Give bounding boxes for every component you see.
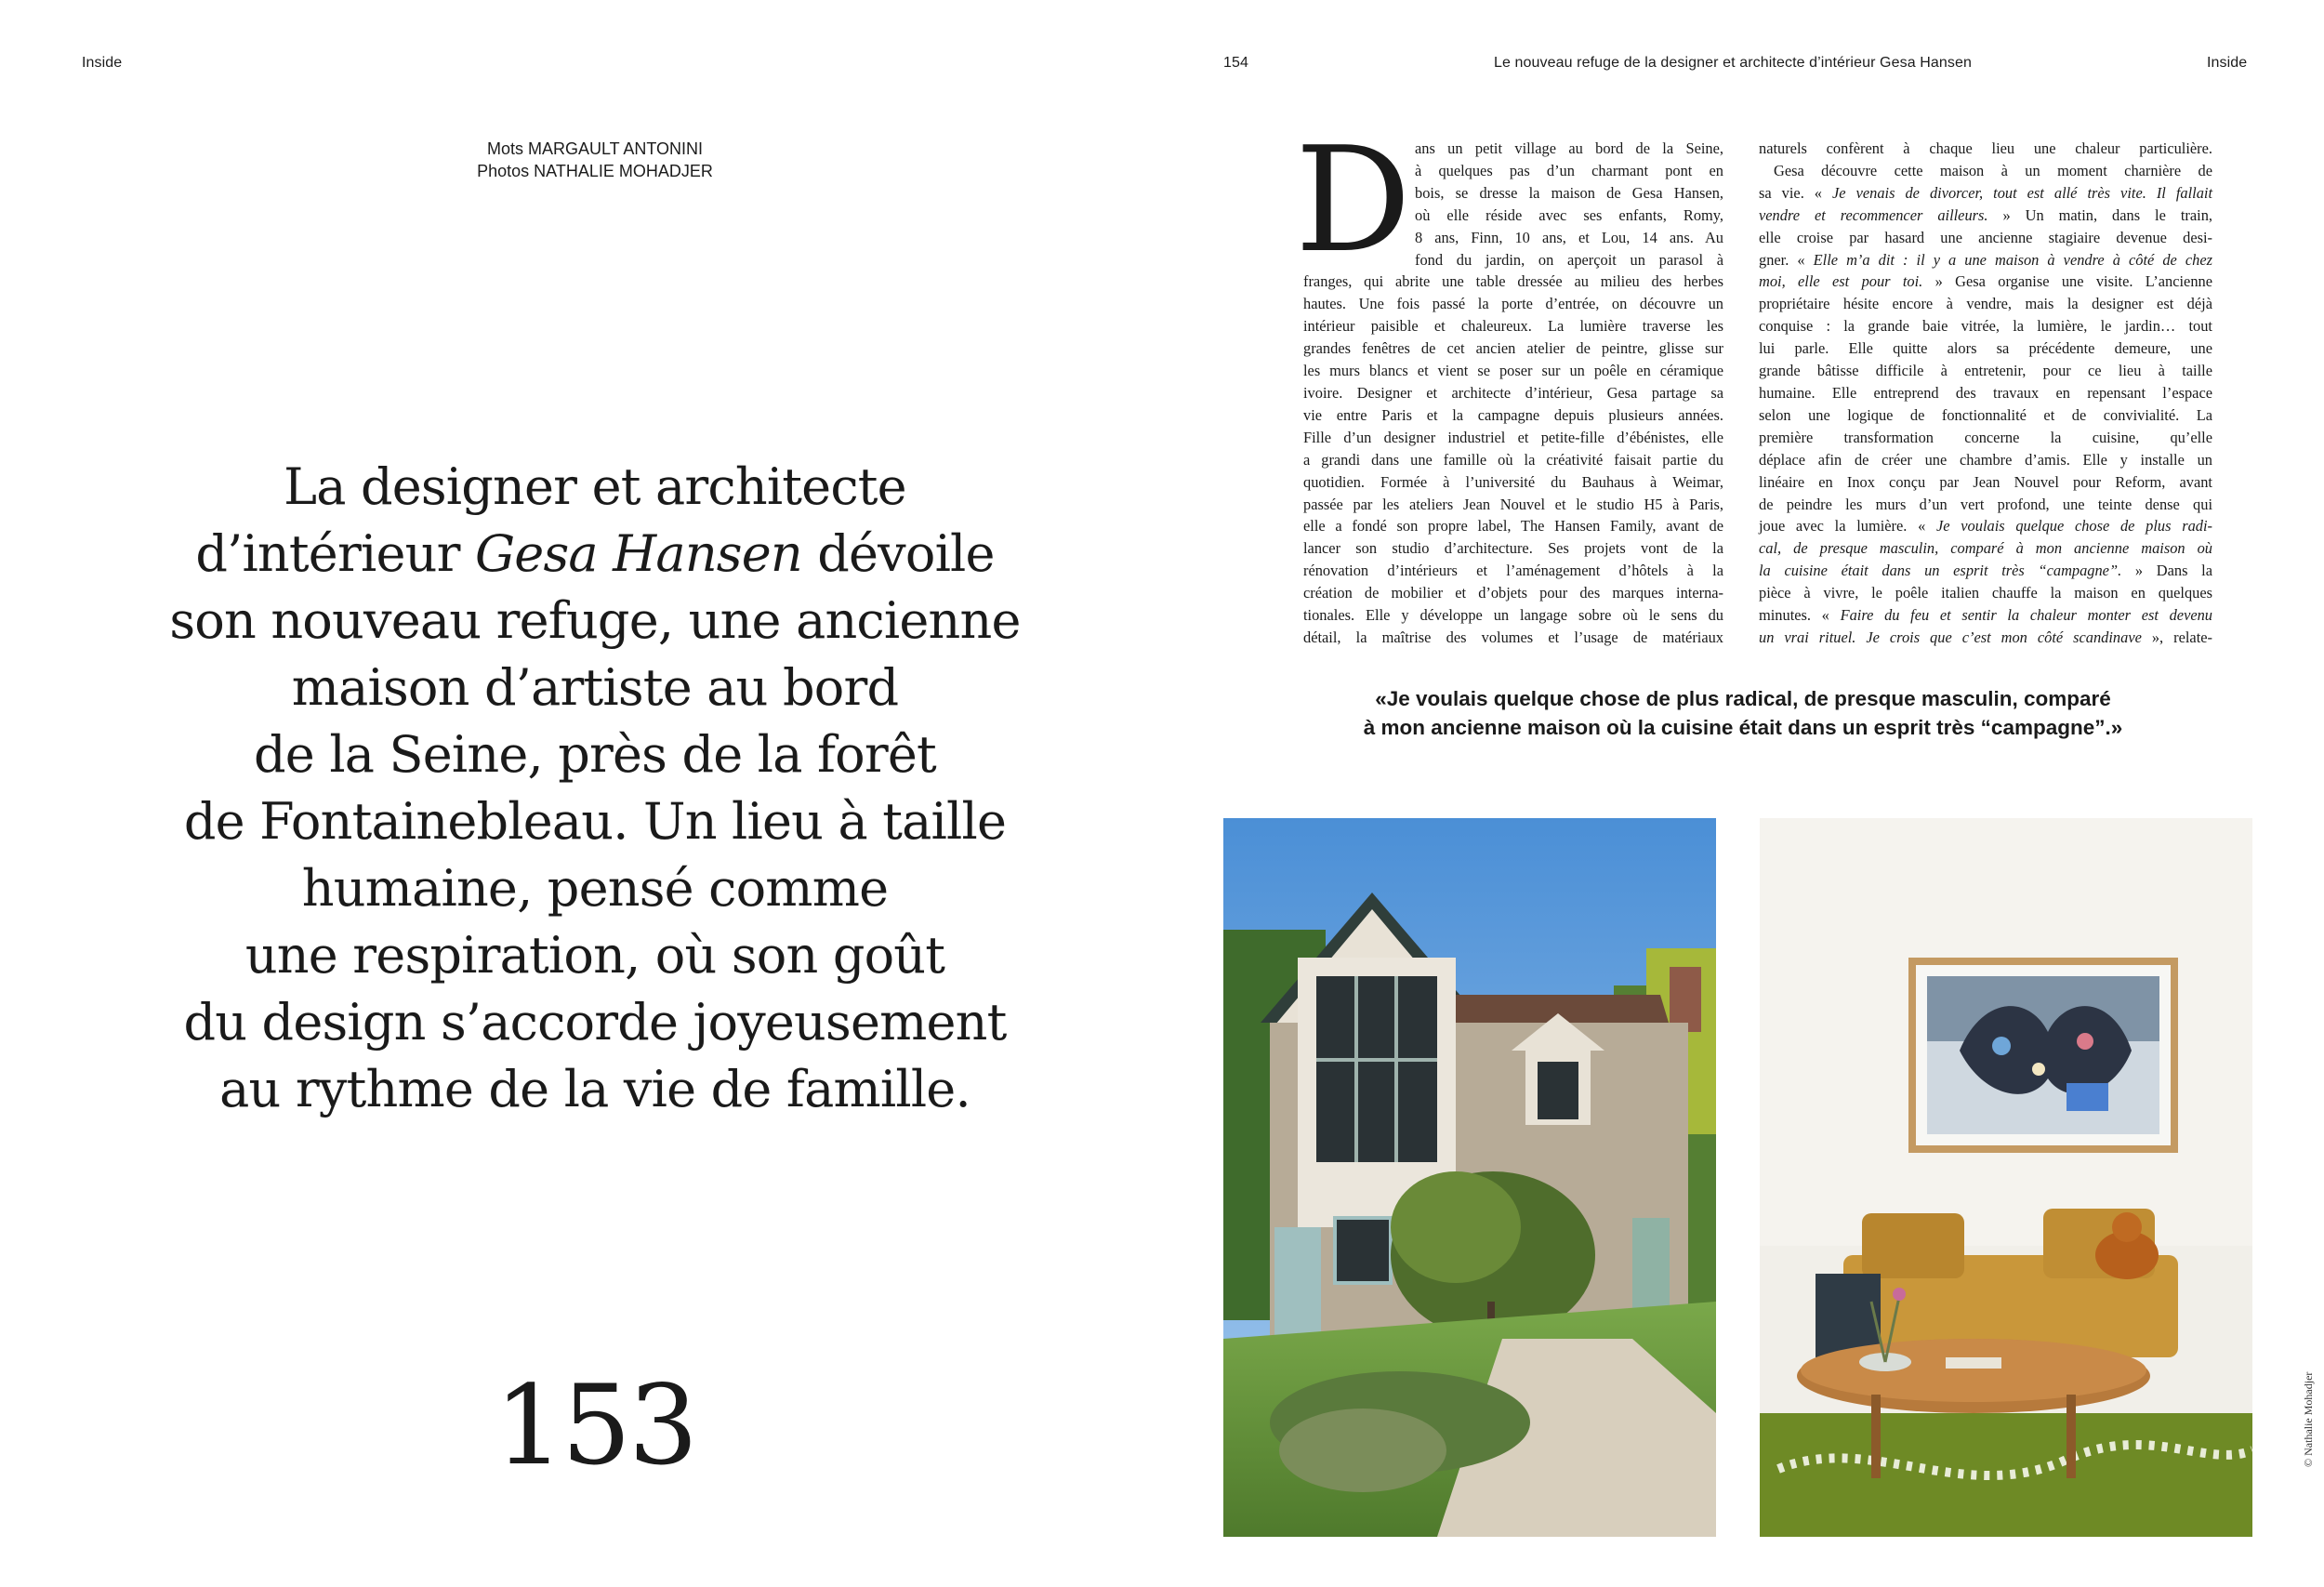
body-line — [1759, 515, 2212, 537]
body-line: a grandi dans une famille où la créativité faisait partie du — [1303, 450, 1723, 469]
body-line: vie entre Paris et la campagne depuis plusieurs années. — [1303, 405, 1723, 424]
body-line: naturels confèrent à chaque lieu une chaleur particulière. — [1759, 139, 2212, 157]
body-quote: Je venais de divorcer, tout est allé très vite. Il fallait — [1832, 183, 2213, 202]
body-line — [1759, 182, 2212, 205]
credit-photos: Photos NATHALIE MOHADJER — [477, 162, 713, 180]
body-line — [1759, 271, 2212, 293]
body-line: tionales. Elle y développe un langage sobre où le sens du — [1303, 606, 1723, 625]
lead-paragraph — [139, 454, 1050, 1123]
body-line — [1759, 560, 2212, 582]
lead-text: d’intérieur — [195, 524, 475, 583]
article-title-header: Le nouveau refuge de la designer et architecte d’intérieur Gesa Hansen — [1494, 55, 1972, 71]
lead-line: au rythme de la vie de famille. — [219, 1060, 971, 1118]
body-line: 8 ans, Finn, 10 ans, et Lou, 14 ans. Au — [1415, 228, 1723, 246]
body-line: ivoire. Designer et architecte d’intérieur, Gesa partage sa — [1303, 383, 1723, 402]
body-line: passée par les ateliers Jean Nouvel et le studio H5 à Paris, — [1303, 495, 1723, 513]
body-line: grandes fenêtres de cet ancien atelier de peintre, glisse sur — [1303, 339, 1723, 358]
body-text: » Un matin, dans le train, — [1987, 205, 2212, 224]
running-head-left: Inside — [82, 55, 123, 71]
body-line: conquise : la grande baie vitrée, la lumière, le jardin… tout — [1759, 317, 2212, 336]
body-text: », relate- — [2141, 628, 2212, 646]
body-quote: cal, de presque masculin, comparé à mon ancienne maison où — [1759, 539, 2212, 558]
drop-cap: D — [1295, 115, 1412, 284]
body-quote: Faire du feu et sentir la chaleur monter est devenu — [1840, 606, 2213, 625]
body-text: gner. « — [1759, 250, 1814, 269]
photo-house-exterior — [1223, 818, 1716, 1537]
photo-credit: © Nathalie Mohadjer — [2302, 1371, 2315, 1467]
pull-quote-line: à mon ancienne maison où la cuisine était dans un esprit très “campagne”.» — [1363, 716, 2123, 739]
body-line: franges, qui abrite une table dressée au milieu des herbes — [1303, 272, 1723, 291]
page-number-right: 154 — [1223, 55, 1248, 71]
body-line — [1759, 205, 2212, 227]
running-head-right: Inside — [2207, 55, 2248, 71]
lead-name-italic: Gesa Hansen — [474, 524, 802, 583]
lead-line: maison d’artiste au bord — [291, 658, 899, 717]
body-line: déplace afin de créer une chambre d’amis. Elle y installe un — [1759, 450, 2212, 469]
body-line: de peindre les murs d’un vert profond, une teinte dense qui — [1759, 495, 2212, 513]
body-line: lancer son studio d’architecture. Ses projets vont de la — [1303, 539, 1723, 558]
body-line: quotidien. Formée à l’université du Bauhaus à Weimar, — [1303, 472, 1723, 491]
body-line — [1759, 604, 2212, 627]
pull-quote-line: «Je voulais quelque chose de plus radical, de presque masculin, comparé — [1375, 687, 2111, 710]
page-number-large: 153 — [494, 1361, 696, 1489]
body-line: humaine. Elle entreprend des travaux en repensant l’espace — [1759, 383, 2212, 402]
body-text: sa vie. « — [1759, 183, 1833, 202]
house-illustration — [1223, 818, 1716, 1537]
body-line: bois, se dresse la maison de Gesa Hansen, — [1415, 183, 1723, 202]
body-text: joue avec la lumière. « — [1759, 517, 1937, 536]
body-quote: moi, elle est pour toi. — [1759, 272, 1923, 291]
body-line: grande bâtisse difficile à entretenir, pour ce lieu à taille — [1759, 362, 2212, 380]
body-text: minutes. « — [1759, 606, 1841, 625]
body-line: hautes. Une fois passé la porte d’entrée, on découvre un — [1303, 295, 1723, 313]
credits — [372, 138, 818, 182]
body-line: lui parle. Elle quitte alors sa précédente demeure, une — [1759, 339, 2212, 358]
body-line: elle a fondé son propre label, The Hansen Family, avant de — [1303, 517, 1723, 536]
body-line — [1759, 537, 2212, 560]
body-line: première transformation concerne la cuisine, qu’elle — [1759, 428, 2212, 446]
body-text: » Dans la — [2121, 562, 2212, 580]
body-line: détail, la maîtrise des volumes et l’usage de matériaux — [1303, 628, 1723, 646]
body-quote: Elle m’a dit : il y a une maison à vendre à côté de chez — [1813, 250, 2212, 269]
living-room-illustration — [1760, 818, 2252, 1537]
body-line: intérieur paisible et chaleureux. La lumière traverse les — [1303, 317, 1723, 336]
body-line: rénovation d’intérieurs et l’aménagement d’hôtels à la — [1303, 562, 1723, 580]
body-quote: un vrai rituel. Je crois que c’est mon côté scandinave — [1759, 628, 2142, 646]
body-quote: Je voulais quelque chose de plus radi- — [1936, 517, 2212, 536]
body-line — [1759, 627, 2212, 649]
body-quote: vendre et recommencer ailleurs. — [1759, 205, 1988, 224]
body-line: pièce à vivre, le poêle italien chauffe la maison en quelques — [1759, 584, 2212, 602]
photo-living-room — [1760, 818, 2252, 1537]
lead-line: La designer et architecte — [284, 457, 906, 516]
body-line — [1759, 249, 2212, 271]
body-line: à quelques pas d’un charmant pont en — [1415, 161, 1723, 179]
lead-line — [139, 521, 1050, 588]
lead-line: humaine, pensé comme — [301, 859, 889, 918]
body-quote: la cuisine était dans un esprit très “campagne”. — [1759, 562, 2122, 580]
body-line: linéaire en Inox conçu par Jean Nouvel pour Reform, avant — [1759, 472, 2212, 491]
lead-text: dévoile — [801, 524, 995, 583]
body-line: où elle réside avec ses enfants, Romy, — [1415, 205, 1723, 224]
lead-line: son nouveau refuge, une ancienne — [169, 591, 1021, 650]
body-line: elle croise par hasard une ancienne stagiaire devenue desi- — [1759, 228, 2212, 246]
body-line: ans un petit village au bord de la Seine, — [1415, 139, 1723, 157]
body-line: Fille d’un designer industriel et petite-fille d’ébénistes, elle — [1303, 428, 1723, 446]
body-line: selon une logique de fonctionnalité et de convivialité. La — [1759, 405, 2212, 424]
article-column-2 — [1759, 138, 2212, 649]
body-text: » Gesa organise une visite. L’ancienne — [1922, 272, 2212, 291]
article-column-1 — [1303, 138, 1723, 649]
lead-line: une respiration, où son goût — [244, 926, 945, 985]
body-line: Gesa découvre cette maison à un moment charnière de — [1774, 161, 2212, 179]
pull-quote — [1292, 684, 2194, 742]
body-line: propriétaire hésite encore à vendre, mais la designer est déjà — [1759, 295, 2212, 313]
body-line: fond du jardin, on aperçoit un parasol à — [1415, 250, 1723, 269]
body-line: création de mobilier et d’objets pour des marques interna- — [1303, 584, 1723, 602]
lead-line: de Fontainebleau. Un lieu à taille — [183, 792, 1007, 851]
credit-words: Mots MARGAULT ANTONINI — [486, 139, 704, 158]
lead-line: de la Seine, près de la forêt — [254, 725, 936, 784]
lead-line: du design s’accorde joyeusement — [183, 993, 1007, 1051]
body-line: les murs blancs et vient se poser sur un poêle en céramique — [1303, 362, 1723, 380]
